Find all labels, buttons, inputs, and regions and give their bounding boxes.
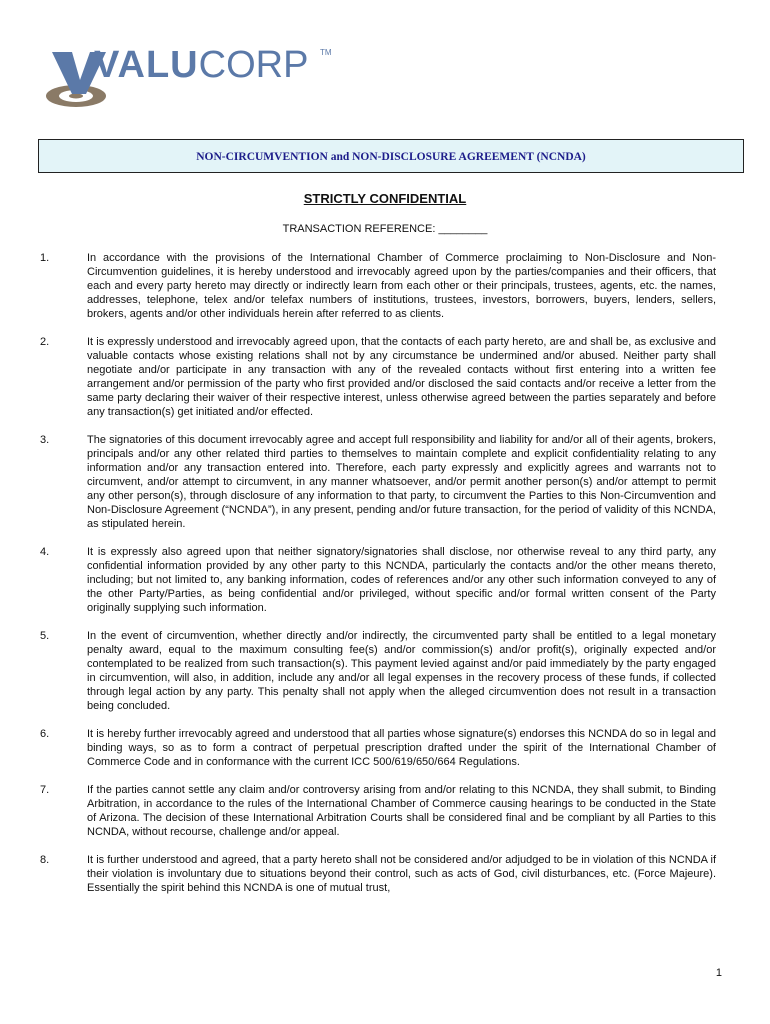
clause-text: The signatories of this document irrevocably agree and accept full responsibility and liability for and/or all of their agents, brokers, principals and/or any other related third parties to themselves to maintain complete and explicit confidentiality relating to any information and/or any transaction entered into. Therefore, each party expressly and explicitly agrees and warrants not to circumvent, and/or attempt to circumvent, in any manner whatsoever, and/or permit another person(s) and/or attempt to permit any other person(s), through disclosure of any information to that party, to circumvent the Parties to this Non-Circumvention and Non-Disclosure Agreement (“NCNDA”), in any present, pending and/or future transaction, for the period of validity of this NCNDA, as stipulated herein. bbox=[87, 434, 716, 530]
valucorp-logo bbox=[44, 44, 334, 114]
clause-text: It is expressly understood and irrevocably agreed upon, that the contacts of each party hereto, are and shall be, as exclusive and valuable contacts whose existing relations shall not by any circumstance be undermined and/or abused. Neither party shall negotiate and/or participate in any transaction with any of the revealed contacts without first entering into a written fee arrangement and/or permission of the party who first provided and/or disclosed the said contacts and/or receive a letter from the same party declaring their waiver of their respective interest, unless otherwise agreed between the parties separately and before any transaction(s) get initiated and/or effected. bbox=[87, 336, 716, 418]
clause-text: It is hereby further irrevocably agreed and understood that all parties whose signature(s) endorses this NCNDA do so in legal and binding ways, so as to form a contract of perpetual prescription drafted under the spirit of the International Chamber of Commerce Code and in conformance with the current ICC 500/619/650/664 Regulations. bbox=[87, 728, 716, 768]
clause-item bbox=[40, 783, 716, 839]
agreement-title: NON-CIRCUMVENTION and NON-DISCLOSURE AGREEMENT (NCNDA) bbox=[196, 151, 586, 163]
logo-wordmark bbox=[94, 46, 308, 84]
clause-item bbox=[40, 251, 716, 321]
logo-valu-text: VALU bbox=[94, 44, 199, 86]
clause-number: 1. bbox=[40, 252, 50, 264]
clause-item bbox=[40, 433, 716, 531]
clause-number: 2. bbox=[40, 336, 50, 348]
clause-text: In the event of circumvention, whether directly and/or indirectly, the circumvented party shall be entitled to a legal monetary penalty award, equal to the maximum consulting fee(s) and/or commission(s) and/or profit(s), originally expected and/or contemplated to be realized from such transaction(s). This payment levied against and/or paid immediately by the party engaged in circumvention, will also, in addition, include any and/or all legal expenses in the recovery process of these funds, if collected through legal action by any party. This penalty shall not apply when the alleged circumvention does not result in a transaction being concluded. bbox=[87, 630, 716, 712]
clause-text: If the parties cannot settle any claim and/or controversy arising from and/or relating to this NCNDA, they shall submit, to Binding Arbitration, in accordance to the rules of the International Chamber of Commerce causing hearings to be conducted in the State of Arizona. The decision of these International Arbitration Courts shall be considered final and be compliant by all Parties to this NCNDA, without recourse, challenge and/or appeal. bbox=[87, 784, 716, 838]
clause-list bbox=[40, 251, 716, 909]
clause-text: In accordance with the provisions of the International Chamber of Commerce proclaiming to Non-Disclosure and Non-Circumvention guidelines, it is hereby understood and irrevocably agreed upon by the parties/companies and their officers, that each and every party hereto may directly or indirectly learn from each other or their principals, trustees, agents, etc. the names, addresses, telephone, telex and/or telefax numbers of institutions, trustees, investors, borrowers, buyers, lenders, sellers, brokers, agents and/or other individuals herein after referred to as clients. bbox=[87, 252, 716, 320]
logo-trademark: TM bbox=[320, 48, 332, 57]
logo-corp-text: CORP bbox=[198, 44, 309, 86]
clause-number: 6. bbox=[40, 728, 50, 740]
clause-text: It is expressly also agreed upon that neither signatory/signatories shall disclose, nor otherwise reveal to any third party, any confidential information provided by any other party to this NCNDA, particularly the contacts and/or the other means thereto, including; but not limited to, any banking information, codes of references and/or any other such information conveyed to any of the other Party/Parties, as being confidential and/or privileged, without specific and/or formal written consent of the Party originally supplying such information. bbox=[87, 546, 716, 614]
transaction-reference: TRANSACTION REFERENCE: ________ bbox=[282, 223, 488, 235]
clause-number: 5. bbox=[40, 630, 50, 642]
confidential-heading: STRICTLY CONFIDENTIAL bbox=[303, 191, 467, 206]
clause-item bbox=[40, 629, 716, 713]
clause-item bbox=[40, 545, 716, 615]
clause-item bbox=[40, 853, 716, 895]
clause-number: 3. bbox=[40, 434, 50, 446]
page-number: 1 bbox=[715, 967, 722, 979]
clause-item bbox=[40, 335, 716, 419]
clause-number: 7. bbox=[40, 784, 50, 796]
clause-item bbox=[40, 727, 716, 769]
clause-number: 8. bbox=[40, 854, 50, 866]
clause-text: It is further understood and agreed, that a party hereto shall not be considered and/or adjudged to be in violation of this NCNDA if their violation is involuntary due to situations beyond their control, such as acts of God, civil disturbances, etc. (Force Majeure). Essentially the spirit behind this NCNDA is one of mutual trust, bbox=[87, 854, 716, 894]
clause-number: 4. bbox=[40, 546, 50, 558]
agreement-title-box bbox=[38, 139, 744, 173]
